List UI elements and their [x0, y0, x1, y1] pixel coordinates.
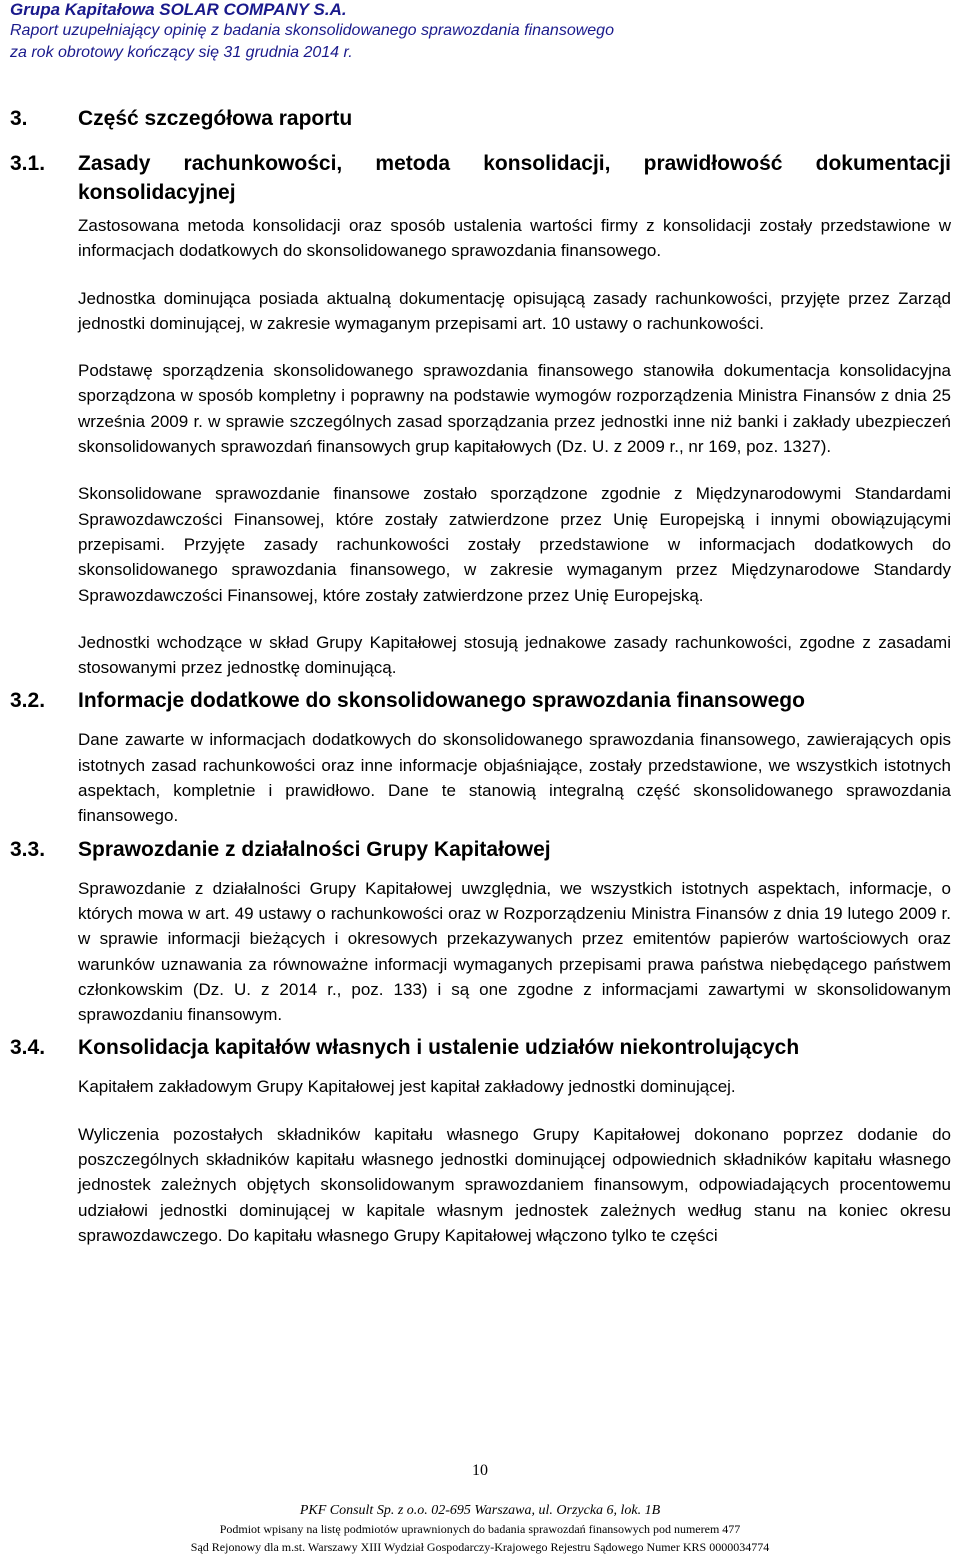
paragraph: Zastosowana metoda konsolidacji oraz sposób ustalenia wartości firmy z konsolidacji zostały przedstawione w informacjach dodatkowych do skonsolidowanego sprawozdania finansowego. — [78, 216, 951, 261]
section-title: Sprawozdanie z działalności Grupy Kapitałowej — [78, 837, 551, 861]
header-period: za rok obrotowy kończący się 31 grudnia 2014 r. — [10, 44, 353, 61]
section-title: Konsolidacja kapitałów własnych i ustalenie udziałów niekontrolujących — [78, 1036, 800, 1060]
section-3-1-heading — [10, 149, 951, 207]
paragraph: Dane zawarte w informacjach dodatkowych do skonsolidowanego sprawozdania finansowego, zawierających opis istotnych zasad rachunkowości oraz inne informacje objaśniające, zostały przedstawione, we wszystkich istotnych aspektach, kompletnie i prawidłowo. Dane te stanowią integralną część skonsolidowanego sprawozdania finansowego. — [78, 730, 951, 826]
paragraph: Skonsolidowane sprawozdanie finansowe zostało sporządzone zgodnie z Międzynarodowymi Standardami Sprawozdawczości Finansowej, które zostały zatwierdzone przez Unię Europejską i innymi obowiązującymi przepisami. Przyjęte zasady rachunkowości zostały przedstawione w informacjach dodatkowych do skonsolidowanego sprawozdania finansowego, w zakresie wymaganym przez Międzynarodowe Standardy Sprawozdawczości Finansowej, które zostały zatwierdzone przez Unię Europejską. — [78, 484, 951, 605]
section-3-4-heading — [10, 1033, 951, 1063]
section-number: 3.4. — [10, 1036, 46, 1060]
section-title: Informacje dodatkowe do skonsolidowanego sprawozdania finansowego — [78, 689, 805, 713]
paragraph: Jednostka dominująca posiada aktualną dokumentację opisującą zasady rachunkowości, przyjęte przez Zarząd jednostki dominującej, w zakresie wymaganym przepisami art. 10 ustawy o rachunkowości. — [78, 288, 951, 333]
paragraph: Podstawę sporządzenia skonsolidowanego sprawozdania finansowego stanowiła dokumentacja konsolidacyjna sporządzona w sposób kompletny i poprawny na podstawie wymogów rozporządzenia Ministra Finansów z dnia 25 września 2009 r. w sprawie szczególnych zasad sporządzania przez jednostki inne niż banki i zakłady ubezpieczeń skonsolidowanych sprawozdań finansowych grup kapitałowych (Dz. U. z 2009 r., nr 169, poz. 1327). — [78, 361, 951, 457]
paragraph: Sprawozdanie z działalności Grupy Kapitałowej uwzględnia, we wszystkich istotnych aspektach, informacje, o których mowa w art. 49 ustawy o rachunkowości oraz w Rozporządzeniu Ministra Finansów z dnia 19 lutego 2009 r. w sprawie informacji bieżących i okresowych przekazywanych przez emitentów papierów wartościowych oraz warunków uznawania za równoważne informacji wymaganych przepisami prawa państwa niebędącego państwem członkowskim (Dz. U. z 2014 r., poz. 133) i są one zgodne z informacjami zawartymi w skonsolidowanym sprawozdaniu finansowym. — [78, 878, 951, 1025]
footer-address: PKF Consult Sp. z o.o. 02-695 Warszawa, ul. Orzycka 6, lok. 1B — [299, 1503, 661, 1518]
section-number: 3.2. — [10, 689, 46, 713]
section-3-2-heading — [10, 686, 951, 716]
paragraph: Kapitałem zakładowym Grupy Kapitałowej jest kapitał zakładowy jednostki dominującej. — [78, 1077, 736, 1097]
footer-registration: Podmiot wpisany na listę podmiotów uprawnionych do badania sprawozdań finansowych pod numerem 477 — [219, 1522, 741, 1536]
page-number: 10 — [472, 1462, 488, 1479]
page-header — [10, 0, 614, 64]
section-title: Część szczegółowa raportu — [78, 107, 353, 130]
header-report-title: Raport uzupełniający opinię z badania skonsolidowanego sprawozdania finansowego — [10, 22, 614, 39]
report-body — [10, 105, 951, 1270]
section-3-3-heading — [10, 835, 951, 865]
paragraph: Wyliczenia pozostałych składników kapitału własnego Grupy Kapitałowej dokonano poprzez dodanie do poszczególnych składników kapitału własnego jednostki dominującej odpowiednich składników kapitału własnego jednostek zależnych objętych skonsolidowanym sprawozdaniem finansowym, odpowiadających procentowemu udziałowi jednostki dominującej w kapitale własnym jednostek zależnych według stanu na koniec okresu sprawozdawczego. Do kapitału własnego Grupy Kapitałowej włączono tylko te części — [78, 1124, 951, 1245]
section-title: Zasady rachunkowości, metoda konsolidacji, prawidłowość dokumentacji konsolidacyjnej — [78, 152, 951, 204]
section-3-heading — [10, 105, 951, 133]
section-number: 3.1. — [10, 152, 46, 175]
page-footer — [0, 1502, 960, 1556]
paragraph: Jednostki wchodzące w skład Grupy Kapitałowej stosują jednakowe zasady rachunkowości, zgodne z zasadami stosowanymi przez jednostkę dominującą. — [78, 632, 951, 678]
footer-court-register: Sąd Rejonowy dla m.st. Warszawy XIII Wydział Gospodarczy-Krajowego Rejestru Sądowego Numer KRS 0000034774 — [190, 1540, 770, 1554]
header-company: Grupa Kapitałowa SOLAR COMPANY S.A. — [10, 0, 347, 19]
section-number: 3. — [10, 107, 28, 130]
section-number: 3.3. — [10, 837, 46, 861]
